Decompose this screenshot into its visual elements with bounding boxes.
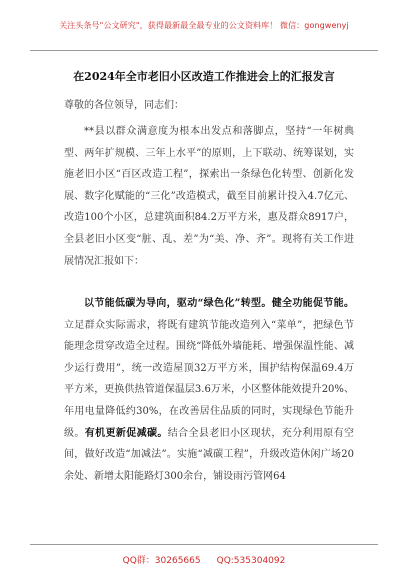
header-banner: 关注头条号"公文研究"，获得最新最全最专业的公文资料库！ 微信：gongwenyj bbox=[59, 21, 349, 30]
section-body-2: 结合全县老旧小区现状，充分利用原有空间，做好改造“加减法”。实施“减碳工程”，升级改造休闲广场20余处、新增太阳能路灯300余台，铺设雨污管网64 bbox=[64, 427, 355, 482]
header-divider bbox=[30, 50, 378, 51]
section-body-1: 立足群众实际需求，将既有建筑节能改造列入“菜单”，把绿色节能理念贯穿改造全过程。围绕“降低外墙能耗、增强保温性能、减少运行费用”，统一改造屋顶32万平方米，围护结构保温69.4万平方米，更换供热管道保温层3.6万米，小区整体能效提升20%、年用电量降低约30%，在改善居住品质的同时，实现绿色节能升级。 bbox=[64, 319, 354, 439]
footer-divider bbox=[30, 544, 378, 545]
paragraph-intro: **县以群众满意度为根本出发点和落脚点，坚持“一年树典型、两年扩规模、三年上水平”的原则，上下联动、统筹谋划，实施老旧小区“百区改造工程”，探索出一条绿色化转型、创新化发展、数字化赋能的“三化”改造模式，截至目前累计投入4.7亿元、改造100个小区，总建筑面积84.2万平方米，惠及群众8917户，全县老旧小区变“脏、乱、差”为“美、净、齐”。现将有关工作进展情况汇报如下： bbox=[64, 126, 354, 267]
footer bbox=[0, 553, 408, 566]
footer-qq: QQ:535304092 bbox=[216, 556, 286, 566]
section-heading: 以节能低碳为导向，驱动“绿色化”转型。健全功能促节能。 bbox=[84, 298, 354, 309]
document-title: 在2024年全市老旧小区改造工作推进会上的汇报发言 bbox=[73, 70, 335, 83]
section-subheading: 有机更新促减碳。 bbox=[84, 427, 168, 439]
salutation: 尊敬的各位领导，同志们： bbox=[64, 100, 184, 111]
footer-qq-group: QQ群：30265665 bbox=[122, 556, 201, 566]
paragraph-green-transition bbox=[64, 293, 354, 487]
